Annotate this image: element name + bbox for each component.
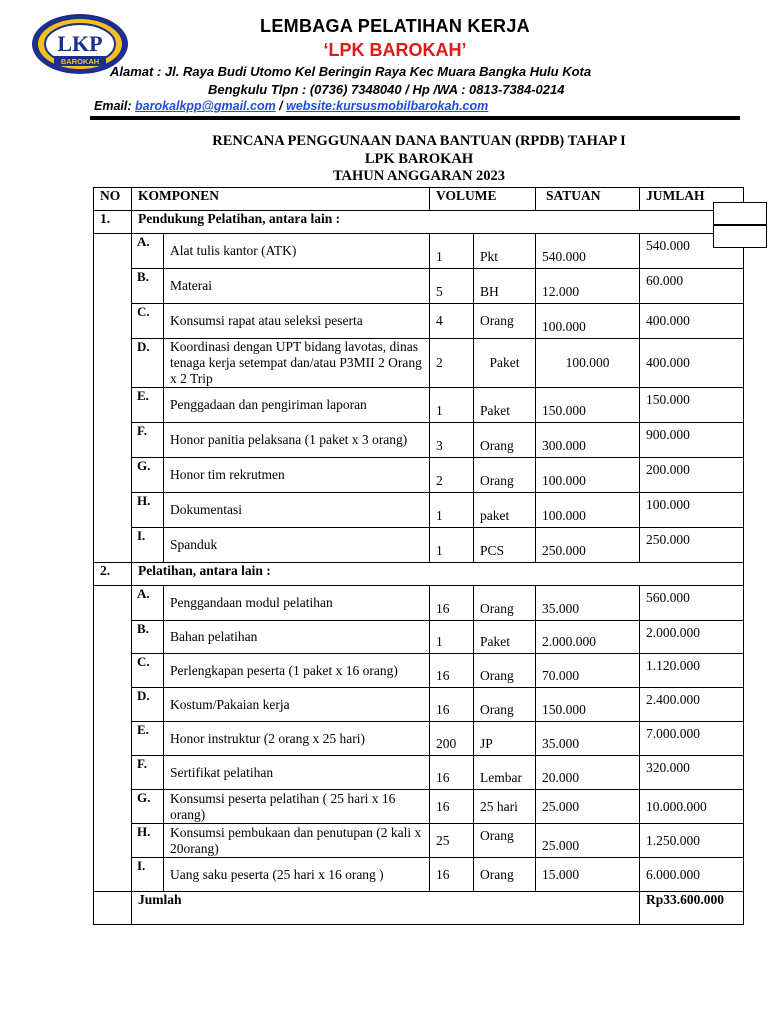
website-link[interactable]: website:kursusmobilbarokah.com [286, 99, 489, 113]
item-price: 300.000 [536, 423, 640, 458]
item-price: 150.000 [536, 388, 640, 423]
item-letter: H. [132, 824, 164, 858]
number-spacer [94, 269, 132, 304]
item-unit: Orang [474, 824, 536, 858]
item-name: Spanduk [164, 528, 430, 563]
header-volume: VOLUME [430, 188, 536, 211]
item-unit: paket [474, 493, 536, 528]
institution-name: ‘LPK BAROKAH’ [323, 40, 467, 60]
item-letter: G. [132, 790, 164, 824]
item-name: Kostum/Pakaian kerja [164, 688, 430, 722]
item-price: 100.000 [536, 339, 640, 388]
item-unit: Orang [474, 423, 536, 458]
item-unit: Orang [474, 586, 536, 621]
contact-separator: / [275, 99, 287, 113]
institution-title: LEMBAGA PELATIHAN KERJA [260, 16, 530, 36]
item-price: 20.000 [536, 756, 640, 790]
item-letter: H. [132, 493, 164, 528]
table-row [94, 388, 744, 423]
number-spacer [94, 586, 132, 621]
item-volume: 16 [430, 654, 474, 688]
item-volume: 1 [430, 621, 474, 654]
item-letter: C. [132, 304, 164, 339]
number-spacer [94, 824, 132, 858]
item-letter: I. [132, 528, 164, 563]
table-row [94, 722, 744, 756]
section-title: Pelatihan, antara lain : [132, 563, 744, 586]
total-spacer [94, 892, 132, 925]
item-total: 10.000.000 [640, 790, 744, 824]
table-row [94, 234, 744, 269]
item-total: 1.250.000 [640, 824, 744, 858]
item-price: 35.000 [536, 586, 640, 621]
item-volume: 3 [430, 423, 474, 458]
item-letter: F. [132, 756, 164, 790]
item-name: Honor panitia pelaksana (1 paket x 3 orang) [164, 423, 430, 458]
number-spacer [94, 790, 132, 824]
address-line-2: Bengkulu Tlpn : (0736) 7348040 / Hp /WA : 0813-7384-0214 [208, 82, 565, 97]
number-spacer [94, 493, 132, 528]
item-total: 320.000 [640, 756, 744, 790]
item-unit: Orang [474, 458, 536, 493]
email-label: Email: [94, 99, 132, 113]
item-volume: 5 [430, 269, 474, 304]
item-name: Penggandaan modul pelatihan [164, 586, 430, 621]
header-no: NO [94, 188, 132, 211]
item-total: 100.000 [640, 493, 744, 528]
item-price: 25.000 [536, 790, 640, 824]
section-row [94, 563, 744, 586]
margin-box-1 [713, 202, 767, 225]
item-unit: Pkt [474, 234, 536, 269]
number-spacer [94, 858, 132, 892]
number-spacer [94, 234, 132, 269]
number-spacer [94, 458, 132, 493]
item-total: 250.000 [640, 528, 744, 563]
item-volume: 25 [430, 824, 474, 858]
item-price: 25.000 [536, 824, 640, 858]
item-letter: G. [132, 458, 164, 493]
number-spacer [94, 339, 132, 388]
item-name: Bahan pelatihan [164, 621, 430, 654]
number-spacer [94, 528, 132, 563]
table-row [94, 423, 744, 458]
letterhead-divider [90, 116, 740, 120]
item-price: 12.000 [536, 269, 640, 304]
item-name: Konsumsi pembukaan dan penutupan (2 kali x 20orang) [164, 824, 430, 858]
item-total: 2.000.000 [640, 621, 744, 654]
table-row [94, 790, 744, 824]
item-total: 2.400.000 [640, 688, 744, 722]
item-letter: A. [132, 586, 164, 621]
item-unit: JP [474, 722, 536, 756]
table-row [94, 621, 744, 654]
address-line-1: Alamat : Jl. Raya Budi Utomo Kel Beringin Raya Kec Muara Bangka Hulu Kota [110, 64, 592, 79]
header-komponen: KOMPONEN [132, 188, 430, 211]
document-year: TAHUN ANGGARAN 2023 [332, 168, 506, 184]
item-price: 540.000 [536, 234, 640, 269]
budget-table [93, 187, 744, 925]
total-value: Rp33.600.000 [640, 892, 744, 925]
item-volume: 4 [430, 304, 474, 339]
item-volume: 16 [430, 858, 474, 892]
number-spacer [94, 756, 132, 790]
header-satuan: SATUAN [536, 188, 640, 211]
item-unit: Orang [474, 858, 536, 892]
table-row [94, 654, 744, 688]
item-name: Konsumsi rapat atau seleksi peserta [164, 304, 430, 339]
item-total: 60.000 [640, 269, 744, 304]
item-volume: 1 [430, 234, 474, 269]
item-letter: E. [132, 388, 164, 423]
item-total: 200.000 [640, 458, 744, 493]
table-row [94, 586, 744, 621]
number-spacer [94, 388, 132, 423]
document-title: RENCANA PENGGUNAAN DANA BANTUAN (RPDB) TAHAP I [212, 133, 626, 149]
item-price: 250.000 [536, 528, 640, 563]
item-letter: B. [132, 621, 164, 654]
item-name: Honor tim rekrutmen [164, 458, 430, 493]
item-price: 70.000 [536, 654, 640, 688]
table-row [94, 339, 744, 388]
item-volume: 16 [430, 688, 474, 722]
margin-box-2 [713, 225, 767, 248]
item-name: Materai [164, 269, 430, 304]
item-unit: 25 hari [474, 790, 536, 824]
number-spacer [94, 423, 132, 458]
table-row [94, 458, 744, 493]
table-row [94, 756, 744, 790]
item-name: Sertifikat pelatihan [164, 756, 430, 790]
table-row [94, 528, 744, 563]
item-volume: 2 [430, 339, 474, 388]
item-price: 100.000 [536, 458, 640, 493]
number-spacer [94, 304, 132, 339]
item-letter: A. [132, 234, 164, 269]
item-letter: C. [132, 654, 164, 688]
table-row [94, 858, 744, 892]
item-volume: 1 [430, 493, 474, 528]
item-total: 400.000 [640, 304, 744, 339]
svg-text:BAROKAH: BAROKAH [60, 57, 100, 66]
item-name: Dokumentasi [164, 493, 430, 528]
table-row [94, 269, 744, 304]
item-unit: BH [474, 269, 536, 304]
table-header-row [94, 188, 744, 211]
item-total: 1.120.000 [640, 654, 744, 688]
table-row [94, 493, 744, 528]
section-title: Pendukung Pelatihan, antara lain : [132, 211, 744, 234]
item-price: 2.000.000 [536, 621, 640, 654]
number-spacer [94, 621, 132, 654]
item-unit: Paket [474, 339, 536, 388]
item-price: 15.000 [536, 858, 640, 892]
item-unit: Orang [474, 304, 536, 339]
item-unit: Lembar [474, 756, 536, 790]
item-volume: 200 [430, 722, 474, 756]
item-price: 35.000 [536, 722, 640, 756]
item-name: Alat tulis kantor (ATK) [164, 234, 430, 269]
item-total: 150.000 [640, 388, 744, 423]
item-volume: 16 [430, 756, 474, 790]
document-subtitle: LPK BAROKAH [364, 151, 474, 167]
item-total: 7.000.000 [640, 722, 744, 756]
item-volume: 1 [430, 388, 474, 423]
contact-line [94, 99, 488, 113]
item-volume: 2 [430, 458, 474, 493]
section-number: 1. [94, 211, 132, 234]
number-spacer [94, 722, 132, 756]
table-row [94, 688, 744, 722]
item-name: Perlengkapan peserta (1 paket x 16 orang) [164, 654, 430, 688]
item-letter: F. [132, 423, 164, 458]
header-jumlah: JUMLAH [640, 188, 744, 211]
item-total: 6.000.000 [640, 858, 744, 892]
item-total: 540.000 [640, 234, 744, 269]
total-row [94, 892, 744, 925]
item-unit: PCS [474, 528, 536, 563]
item-letter: E. [132, 722, 164, 756]
item-total: 400.000 [640, 339, 744, 388]
item-unit: Orang [474, 688, 536, 722]
item-volume: 16 [430, 586, 474, 621]
number-spacer [94, 654, 132, 688]
item-total: 560.000 [640, 586, 744, 621]
table-row [94, 304, 744, 339]
item-name: Honor instruktur (2 orang x 25 hari) [164, 722, 430, 756]
item-price: 150.000 [536, 688, 640, 722]
item-letter: I. [132, 858, 164, 892]
number-spacer [94, 688, 132, 722]
item-name: Penggadaan dan pengiriman laporan [164, 388, 430, 423]
item-letter: B. [132, 269, 164, 304]
item-volume: 1 [430, 528, 474, 563]
total-label: Jumlah [132, 892, 640, 925]
svg-text:LKP: LKP [57, 31, 103, 56]
item-name: Koordinasi dengan UPT bidang lavotas, dinas tenaga kerja setempat dan/atau P3MII 2 Orang x 2 Trip [164, 339, 430, 388]
item-unit: Orang [474, 654, 536, 688]
section-row [94, 211, 744, 234]
item-name: Uang saku peserta (25 hari x 16 orang ) [164, 858, 430, 892]
email-link[interactable]: barokalkpp@gmail.com [135, 99, 276, 113]
item-price: 100.000 [536, 493, 640, 528]
table-row [94, 824, 744, 858]
item-volume: 16 [430, 790, 474, 824]
item-price: 100.000 [536, 304, 640, 339]
item-letter: D. [132, 688, 164, 722]
item-total: 900.000 [640, 423, 744, 458]
item-unit: Paket [474, 388, 536, 423]
item-unit: Paket [474, 621, 536, 654]
item-name: Konsumsi peserta pelatihan ( 25 hari x 16 orang) [164, 790, 430, 824]
item-letter: D. [132, 339, 164, 388]
section-number: 2. [94, 563, 132, 586]
